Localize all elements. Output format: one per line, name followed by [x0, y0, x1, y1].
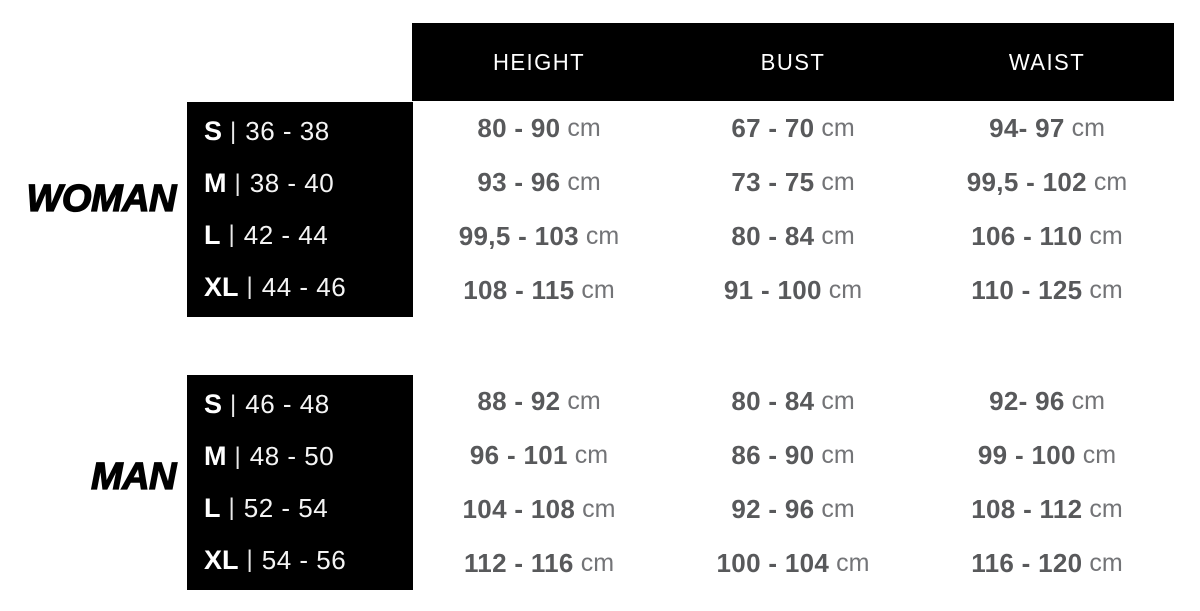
waist-value: 106 - 110 [971, 220, 1083, 251]
cell-bust-xl [666, 263, 920, 317]
unit-label: cm [581, 275, 615, 304]
size-eu-range: 38 - 40 [249, 168, 335, 199]
size-letter: XL [204, 271, 239, 302]
size-row-xl [204, 534, 413, 586]
size-eu-range: 52 - 54 [243, 492, 329, 523]
bust-value: 86 - 90 [731, 440, 815, 471]
size-eu-range: 42 - 44 [243, 219, 329, 250]
size-row-xl [204, 261, 413, 313]
size-letter: L [204, 492, 221, 523]
cell-bust-m [666, 429, 920, 483]
cell-waist-s [920, 102, 1174, 156]
cell-bust-l [666, 210, 920, 264]
cell-bust-l [666, 483, 920, 537]
cell-height-xl [412, 536, 666, 590]
cell-height-xl [412, 263, 666, 317]
unit-label: cm [821, 168, 855, 197]
unit-label: cm [567, 387, 601, 416]
size-separator: | [228, 494, 235, 522]
height-value: 108 - 115 [463, 274, 575, 305]
unit-label: cm [585, 221, 620, 250]
cell-height-s [412, 375, 666, 429]
size-separator: | [246, 273, 253, 301]
size-separator: | [230, 117, 237, 145]
unit-label: cm [1071, 114, 1105, 143]
cell-height-m [412, 156, 666, 210]
size-row-l [204, 210, 413, 262]
cell-height-s [412, 102, 666, 156]
size-eu-range: 36 - 38 [245, 116, 330, 147]
data-grid-woman [412, 102, 1174, 317]
unit-label: cm [567, 168, 601, 197]
size-letter: M [204, 168, 227, 199]
bust-value: 80 - 84 [731, 220, 815, 251]
unit-label: cm [821, 441, 855, 470]
column-header-bust: BUST [760, 48, 826, 75]
size-row-s [204, 379, 413, 431]
group-label-woman: WOMAN [26, 178, 176, 220]
unit-label: cm [574, 441, 609, 470]
unit-label: cm [1082, 441, 1117, 470]
data-grid-man [412, 375, 1174, 590]
waist-value: 94- 97 [989, 113, 1065, 144]
unit-label: cm [821, 494, 855, 523]
waist-value: 99 - 100 [977, 440, 1076, 471]
column-header-height: HEIGHT [492, 48, 586, 75]
cell-waist-xl [920, 536, 1174, 590]
waist-value: 110 - 125 [971, 274, 1083, 305]
size-row-m [204, 431, 413, 483]
unit-label: cm [582, 494, 616, 523]
size-separator: | [234, 169, 241, 197]
cell-waist-m [920, 429, 1174, 483]
waist-value: 108 - 112 [971, 493, 1083, 524]
size-separator: | [228, 221, 235, 249]
cell-bust-s [666, 102, 920, 156]
unit-label: cm [821, 221, 855, 250]
size-row-s [204, 106, 413, 158]
cell-waist-m [920, 156, 1174, 210]
cell-bust-s [666, 375, 920, 429]
size-letter: XL [204, 544, 239, 575]
waist-value: 92- 96 [989, 386, 1065, 417]
height-value: 104 - 108 [462, 493, 576, 524]
cell-bust-m [666, 156, 920, 210]
bust-value: 91 - 100 [723, 274, 822, 305]
size-letter: L [204, 219, 221, 250]
cell-height-l [412, 483, 666, 537]
height-value: 96 - 101 [469, 440, 568, 471]
height-value: 99,5 - 103 [458, 220, 579, 251]
unit-label: cm [580, 548, 615, 577]
bust-value: 92 - 96 [731, 493, 815, 524]
size-letter: S [204, 116, 223, 147]
measure-header-bar [412, 23, 1174, 101]
cell-waist-l [920, 210, 1174, 264]
size-separator: | [234, 442, 241, 470]
size-eu-range: 48 - 50 [249, 441, 335, 472]
cell-bust-xl [666, 536, 920, 590]
bust-value: 100 - 104 [716, 547, 830, 578]
column-header-waist: WAIST [1008, 48, 1086, 75]
size-box-woman [187, 102, 413, 317]
unit-label: cm [1089, 494, 1123, 523]
bust-value: 80 - 84 [731, 386, 815, 417]
size-letter: S [204, 389, 223, 420]
unit-label: cm [836, 548, 870, 577]
size-row-m [204, 158, 413, 210]
cell-height-l [412, 210, 666, 264]
waist-value: 99,5 - 102 [966, 167, 1087, 198]
bust-value: 73 - 75 [731, 167, 815, 198]
unit-label: cm [1089, 275, 1123, 304]
size-row-l [204, 483, 413, 535]
size-eu-range: 46 - 48 [245, 389, 330, 420]
height-value: 88 - 92 [477, 386, 561, 417]
unit-label: cm [1089, 548, 1123, 577]
cell-waist-xl [920, 263, 1174, 317]
size-separator: | [230, 390, 237, 418]
size-box-man [187, 375, 413, 590]
size-separator: | [246, 546, 253, 574]
group-label-man: MAN [90, 456, 176, 498]
unit-label: cm [821, 387, 855, 416]
unit-label: cm [1089, 221, 1123, 250]
size-letter: M [204, 441, 227, 472]
cell-height-m [412, 429, 666, 483]
cell-waist-l [920, 483, 1174, 537]
waist-value: 116 - 120 [971, 547, 1083, 578]
unit-label: cm [821, 114, 855, 143]
size-eu-range: 54 - 56 [261, 544, 347, 575]
unit-label: cm [567, 114, 601, 143]
bust-value: 67 - 70 [731, 113, 815, 144]
unit-label: cm [1071, 387, 1105, 416]
cell-waist-s [920, 375, 1174, 429]
height-value: 112 - 116 [463, 547, 574, 578]
unit-label: cm [828, 275, 863, 304]
height-value: 93 - 96 [477, 167, 561, 198]
unit-label: cm [1093, 168, 1128, 197]
height-value: 80 - 90 [477, 113, 561, 144]
size-eu-range: 44 - 46 [261, 271, 347, 302]
